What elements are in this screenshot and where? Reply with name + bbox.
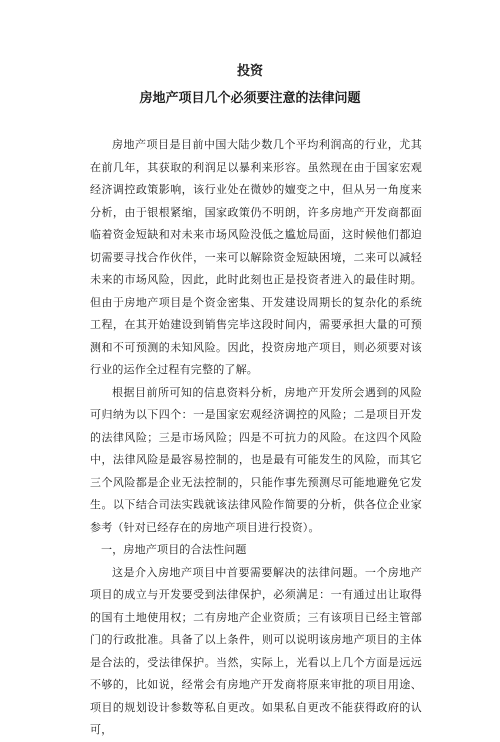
paragraph-risks: 根据目前所可知的信息资料分析，房地产开发所会遇到的风险可归纳为以下四个：一是国家宏观经济调控的风险；二是项目开发的法律风险；三是市场风险；四是不可抗力的风险。在这四个风险中，法律风险是最容易控制的，也是最有可能发生的风险，而其它三个风险都是企业无法控制的，只能作事先预测尽可能地避免它发生。以下结合司法实践就该法律风险作简要的分析，供各位企业家参考（针对已经存在的房地产项目进行投资）。 bbox=[90, 385, 422, 534]
section-heading-legality: 一，房地产项目的合法性问题 bbox=[101, 543, 247, 556]
paragraph-intro: 房地产项目是目前中国大陆少数几个平均利润高的行业，尤其在前几年，其获取的利润足以暴利来形容。虽然现在由于国家宏观经济调控政策影响，该行业处在微妙的嬗变之中，但从另一角度来分析，由于银根紧缩，国家政策仍不明朗，许多房地产开发商都面临着资金短缺和对未来市场风险没低之尴尬局面，这时候他们都迫切需要寻找合作伙伴，一来可以解除资金短缺困境，二来可以减轻未来的市场风险，因此，此时此刻也正是投资者进入的最佳时期。但由于房地产项目是个资金密集、开发建设周期长的复杂化的系统工程，在其开始建设到销售完毕这段时间内，需要承担大量的可预测和不可预测的未知风险。因此，投资房地产项目，则必须要对该行业的运作全过程有完整的了解。 bbox=[90, 138, 422, 376]
paragraph-legality: 这是介入房地产项目中首要需要解决的法律问题。一个房地产项目的成立与开发要受到法律保护，必须满足：一有通过出让取得的国有土地使用权；二有房地产企业资质；三有该项目已经主管部门的行政批准。具备了以上条件，则可以说明该房地产项目的主体是合法的，受法律保护。当然，实际上，光看以上几个方面是远远不够的，比如说，经常会有房地产开发商将原来审批的项目用途、项目的规划设计参数等私自更改。如果私自更改不能获得政府的认可， bbox=[90, 565, 422, 736]
document-title: 房地产项目几个必须要注意的法律问题 bbox=[139, 91, 361, 106]
document-category: 投资 bbox=[236, 64, 263, 79]
document-body bbox=[90, 134, 422, 742]
